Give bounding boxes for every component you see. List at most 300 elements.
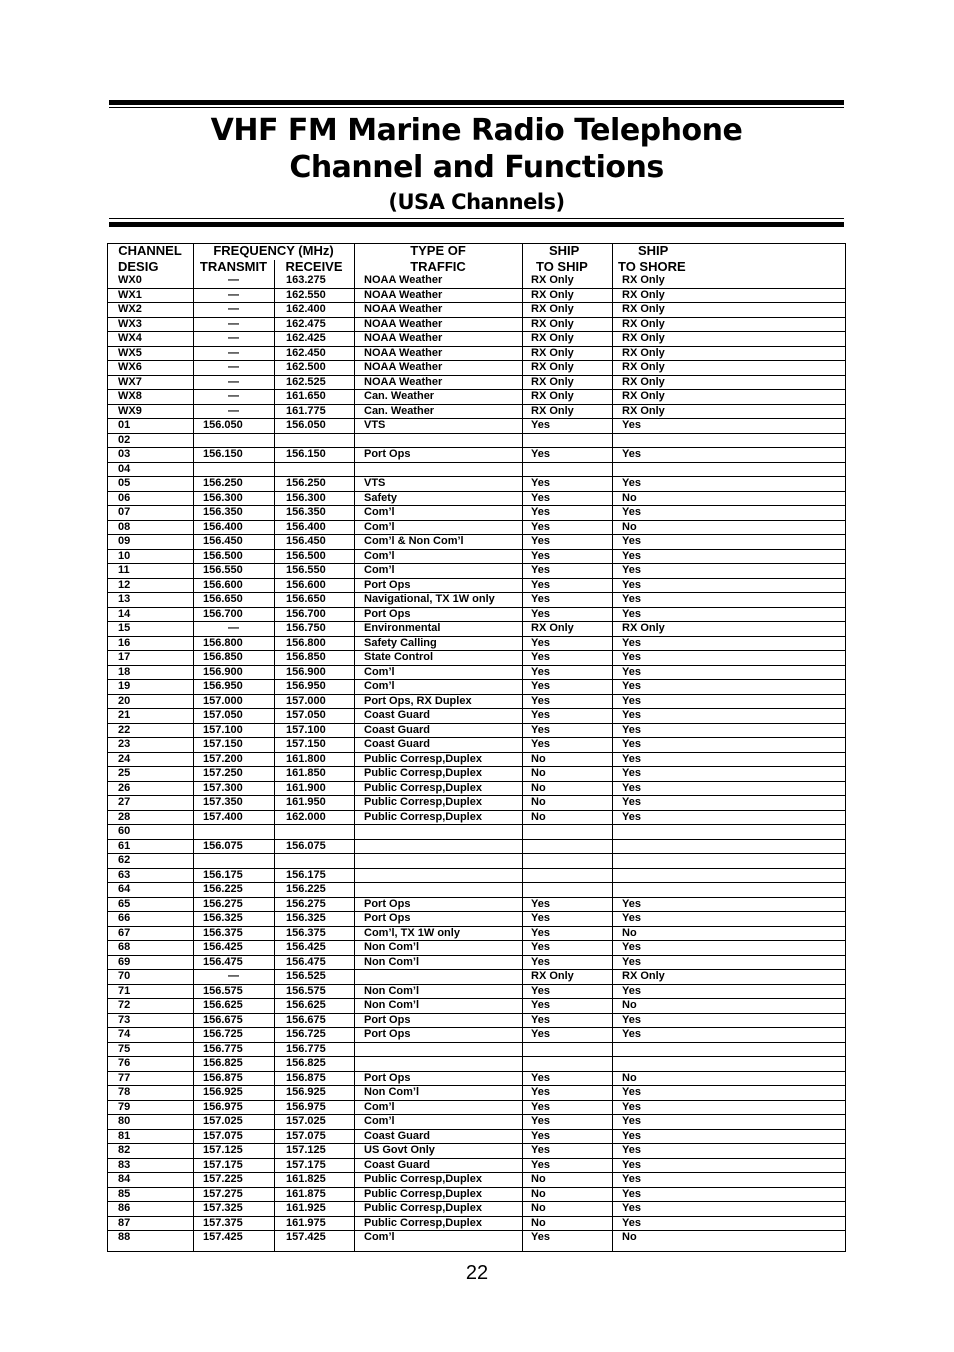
cell-channel: WX5 bbox=[107, 346, 193, 361]
cell-channel: 72 bbox=[107, 999, 193, 1014]
cell-ship-to-ship bbox=[522, 839, 612, 854]
header-ship-to-ship: SHIP bbox=[549, 243, 580, 258]
cell-ship-to-ship: Yes bbox=[522, 520, 612, 535]
cell-ship-to-ship: RX Only bbox=[522, 303, 612, 318]
cell-receive: 156.975 bbox=[274, 1100, 354, 1115]
cell-transmit: 156.600 bbox=[193, 578, 274, 593]
cell-ship-to-shore bbox=[612, 825, 846, 840]
cell-receive: 156.575 bbox=[274, 984, 354, 999]
cell-ship-to-ship bbox=[522, 883, 612, 898]
table-row bbox=[107, 607, 846, 622]
cell-type: Port Ops bbox=[354, 578, 522, 593]
cell-receive: 161.950 bbox=[274, 796, 354, 811]
header-ship-to-shore: SHIP bbox=[638, 243, 669, 258]
cell-type: Port Ops bbox=[354, 1013, 522, 1028]
cell-type: Port Ops bbox=[354, 1071, 522, 1086]
cell-type: Coast Guard bbox=[354, 738, 522, 753]
cell-ship-to-shore: Yes bbox=[612, 738, 846, 753]
cell-type: Port Ops, RX Duplex bbox=[354, 694, 522, 709]
cell-channel: 27 bbox=[107, 796, 193, 811]
cell-ship-to-ship: RX Only bbox=[522, 346, 612, 361]
cell-ship-to-ship: No bbox=[522, 1173, 612, 1188]
cell-transmit: 157.275 bbox=[193, 1187, 274, 1202]
cell-receive: 161.650 bbox=[274, 390, 354, 405]
cell-ship-to-ship: RX Only bbox=[522, 317, 612, 332]
cell-type: Com’l bbox=[354, 520, 522, 535]
cell-type: VTS bbox=[354, 477, 522, 492]
cell-transmit: 157.375 bbox=[193, 1216, 274, 1231]
cell-receive: 161.775 bbox=[274, 404, 354, 419]
cell-transmit: 157.200 bbox=[193, 752, 274, 767]
cell-channel: WX0 bbox=[107, 274, 193, 288]
cell-type: Coast Guard bbox=[354, 1129, 522, 1144]
table-row bbox=[107, 984, 846, 999]
cell-ship-to-ship: Yes bbox=[522, 1071, 612, 1086]
cell-channel: WX1 bbox=[107, 288, 193, 303]
cell-ship-to-ship: No bbox=[522, 1187, 612, 1202]
table-row bbox=[107, 680, 846, 695]
cell-ship-to-shore: Yes bbox=[612, 897, 846, 912]
cell-ship-to-ship: Yes bbox=[522, 607, 612, 622]
table-row bbox=[107, 303, 846, 318]
cell-ship-to-shore: No bbox=[612, 926, 846, 941]
cell-receive: 162.400 bbox=[274, 303, 354, 318]
bottom-rule-thin bbox=[109, 218, 844, 219]
cell-type: Can. Weather bbox=[354, 390, 522, 405]
cell-type: NOAA Weather bbox=[354, 288, 522, 303]
table-row bbox=[107, 897, 846, 912]
cell-receive bbox=[274, 462, 354, 477]
cell-ship-to-ship bbox=[522, 1057, 612, 1072]
cell-ship-to-shore: Yes bbox=[612, 1158, 846, 1173]
cell-transmit: 156.900 bbox=[193, 665, 274, 680]
table-row bbox=[107, 796, 846, 811]
table-row bbox=[107, 912, 846, 927]
bottom-rule-thick bbox=[109, 222, 844, 227]
cell-receive: 163.275 bbox=[274, 274, 354, 288]
cell-ship-to-shore: Yes bbox=[612, 564, 846, 579]
cell-ship-to-shore: Yes bbox=[612, 1100, 846, 1115]
table-row bbox=[107, 1129, 846, 1144]
cell-channel: 12 bbox=[107, 578, 193, 593]
cell-ship-to-ship: No bbox=[522, 1216, 612, 1231]
cell-ship-to-ship: No bbox=[522, 752, 612, 767]
cell-channel: 62 bbox=[107, 854, 193, 869]
cell-channel: 13 bbox=[107, 593, 193, 608]
cell-transmit: 156.325 bbox=[193, 912, 274, 927]
table-row bbox=[107, 955, 846, 970]
cell-ship-to-shore: RX Only bbox=[612, 346, 846, 361]
cell-type: NOAA Weather bbox=[354, 303, 522, 318]
column-divider bbox=[354, 243, 355, 1252]
table-row bbox=[107, 433, 846, 448]
cell-type: Port Ops bbox=[354, 448, 522, 463]
cell-ship-to-ship: Yes bbox=[522, 535, 612, 550]
cell-type: Public Corresp,Duplex bbox=[354, 781, 522, 796]
table-row bbox=[107, 636, 846, 651]
cell-ship-to-shore: Yes bbox=[612, 651, 846, 666]
cell-receive: 156.500 bbox=[274, 549, 354, 564]
cell-channel: 18 bbox=[107, 665, 193, 680]
cell-channel: 68 bbox=[107, 941, 193, 956]
cell-ship-to-shore: Yes bbox=[612, 723, 846, 738]
cell-channel: 21 bbox=[107, 709, 193, 724]
table-row bbox=[107, 491, 846, 506]
cell-ship-to-ship: Yes bbox=[522, 419, 612, 434]
cell-ship-to-shore: Yes bbox=[612, 955, 846, 970]
cell-ship-to-shore: Yes bbox=[612, 593, 846, 608]
cell-channel: 17 bbox=[107, 651, 193, 666]
cell-type: NOAA Weather bbox=[354, 346, 522, 361]
cell-transmit: 156.050 bbox=[193, 419, 274, 434]
cell-ship-to-shore: Yes bbox=[612, 694, 846, 709]
cell-channel: 60 bbox=[107, 825, 193, 840]
cell-receive: 157.000 bbox=[274, 694, 354, 709]
column-divider bbox=[274, 260, 275, 1252]
cell-type: Com’l bbox=[364, 1231, 395, 1243]
cell-receive: 156.525 bbox=[274, 970, 354, 985]
header-receive: RECEIVE bbox=[285, 259, 343, 274]
header-to-ship: TO SHIP bbox=[536, 259, 588, 274]
cell-ship-to-shore: Yes bbox=[612, 912, 846, 927]
page-number: 22 bbox=[465, 1262, 489, 1284]
cell-transmit: 156.500 bbox=[193, 549, 274, 564]
cell-receive: 156.150 bbox=[274, 448, 354, 463]
column-divider bbox=[193, 243, 194, 1252]
table-row bbox=[107, 332, 846, 347]
cell-receive bbox=[274, 433, 354, 448]
cell-transmit: 157.050 bbox=[193, 709, 274, 724]
cell-ship-to-shore: Yes bbox=[612, 709, 846, 724]
cell-channel: 24 bbox=[107, 752, 193, 767]
table-row bbox=[107, 1100, 846, 1115]
cell-type: Coast Guard bbox=[354, 723, 522, 738]
cell-transmit: 157.225 bbox=[193, 1173, 274, 1188]
cell-channel: 16 bbox=[107, 636, 193, 651]
cell-transmit: — bbox=[193, 274, 274, 288]
cell-receive: 156.050 bbox=[274, 419, 354, 434]
cell-receive: 156.350 bbox=[274, 506, 354, 521]
cell-channel: 28 bbox=[107, 810, 193, 825]
top-rule-thin bbox=[109, 107, 844, 108]
cell-ship-to-shore: Yes bbox=[612, 1144, 846, 1159]
cell-ship-to-shore: Yes bbox=[612, 941, 846, 956]
table-row bbox=[107, 1144, 846, 1159]
cell-ship-to-ship: RX Only bbox=[522, 332, 612, 347]
table-row bbox=[107, 854, 846, 869]
table-row bbox=[107, 404, 846, 419]
cell-type bbox=[354, 433, 522, 448]
table-row bbox=[107, 1173, 846, 1188]
cell-channel: WX3 bbox=[107, 317, 193, 332]
cell-channel: 15 bbox=[107, 622, 193, 637]
table-row bbox=[107, 535, 846, 550]
cell-ship-to-ship: Yes bbox=[522, 680, 612, 695]
cell-ship-to-ship: RX Only bbox=[522, 274, 612, 288]
cell-receive: 156.075 bbox=[274, 839, 354, 854]
cell-ship-to-ship: Yes bbox=[522, 506, 612, 521]
cell-ship-to-shore: Yes bbox=[612, 1129, 846, 1144]
cell-ship-to-shore: Yes bbox=[612, 810, 846, 825]
table-row bbox=[107, 462, 846, 477]
cell-type bbox=[354, 868, 522, 883]
cell-type: Public Corresp,Duplex bbox=[354, 1187, 522, 1202]
cell-type: Com’l bbox=[354, 680, 522, 695]
table-row bbox=[107, 825, 846, 840]
cell-receive: 157.025 bbox=[274, 1115, 354, 1130]
cell-ship-to-ship: No bbox=[522, 810, 612, 825]
cell-channel: 86 bbox=[107, 1202, 193, 1217]
cell-receive: 161.875 bbox=[274, 1187, 354, 1202]
cell-receive: 156.800 bbox=[274, 636, 354, 651]
cell-transmit bbox=[193, 462, 274, 477]
cell-ship-to-shore: Yes bbox=[612, 636, 846, 651]
cell-ship-to-shore: No bbox=[612, 1071, 846, 1086]
cell-transmit bbox=[193, 825, 274, 840]
cell-channel: 80 bbox=[107, 1115, 193, 1130]
cell-ship-to-shore: Yes bbox=[612, 578, 846, 593]
cell-type: Coast Guard bbox=[354, 709, 522, 724]
header-channel: CHANNEL bbox=[118, 243, 182, 258]
cell-channel: 81 bbox=[107, 1129, 193, 1144]
cell-channel: 64 bbox=[107, 883, 193, 898]
cell-ship-to-shore: RX Only bbox=[612, 332, 846, 347]
header-frequency: FREQUENCY (MHz) bbox=[213, 243, 334, 258]
cell-ship-to-ship: Yes bbox=[522, 955, 612, 970]
cell-type: Public Corresp,Duplex bbox=[354, 1216, 522, 1231]
cell-ship-to-shore: Yes bbox=[612, 1086, 846, 1101]
cell-receive: 161.800 bbox=[274, 752, 354, 767]
cell-ship-to-shore: RX Only bbox=[612, 303, 846, 318]
cell-ship-to-ship: Yes bbox=[522, 665, 612, 680]
cell-ship-to-ship bbox=[522, 854, 612, 869]
cell-transmit: 156.950 bbox=[193, 680, 274, 695]
cell-ship-to-shore: Yes bbox=[612, 1187, 846, 1202]
cell-ship-to-ship bbox=[522, 868, 612, 883]
table-row bbox=[107, 375, 846, 390]
cell-type bbox=[354, 839, 522, 854]
table-row bbox=[107, 1057, 846, 1072]
cell-receive: 156.925 bbox=[274, 1086, 354, 1101]
cell-transmit bbox=[193, 854, 274, 869]
cell-channel: 82 bbox=[107, 1144, 193, 1159]
cell-ship-to-ship: RX Only bbox=[522, 622, 612, 637]
cell-ship-to-ship: RX Only bbox=[522, 361, 612, 376]
cell-receive: 156.450 bbox=[274, 535, 354, 550]
cell-ship-to-shore: RX Only bbox=[612, 274, 846, 288]
table-row bbox=[107, 883, 846, 898]
cell-ship-to-ship: Yes bbox=[522, 651, 612, 666]
cell-ship-to-shore: Yes bbox=[612, 752, 846, 767]
table-row bbox=[107, 651, 846, 666]
cell-transmit: — bbox=[193, 375, 274, 390]
cell-receive: 162.425 bbox=[274, 332, 354, 347]
table-row bbox=[107, 448, 846, 463]
cell-transmit: 156.150 bbox=[193, 448, 274, 463]
cell-ship-to-ship: Yes bbox=[522, 926, 612, 941]
cell-receive: 156.700 bbox=[274, 607, 354, 622]
cell-ship-to-shore: Yes bbox=[612, 781, 846, 796]
cell-transmit: 157.150 bbox=[193, 738, 274, 753]
table-row bbox=[107, 1013, 846, 1028]
cell-channel: 08 bbox=[107, 520, 193, 535]
cell-receive: 156.175 bbox=[274, 868, 354, 883]
cell-type bbox=[354, 1057, 522, 1072]
cell-channel: 03 bbox=[107, 448, 193, 463]
cell-ship-to-ship: Yes bbox=[522, 448, 612, 463]
cell-channel: WX8 bbox=[107, 390, 193, 405]
cell-channel: 61 bbox=[107, 839, 193, 854]
cell-receive: 156.775 bbox=[274, 1042, 354, 1057]
table-row bbox=[107, 752, 846, 767]
cell-ship-to-shore bbox=[612, 1042, 846, 1057]
cell-type: Non Com’l bbox=[354, 984, 522, 999]
table-row bbox=[107, 723, 846, 738]
cell-transmit: 157.125 bbox=[193, 1144, 274, 1159]
cell-channel: 88 bbox=[118, 1231, 131, 1243]
table-row bbox=[107, 694, 846, 709]
cell-ship-to-shore bbox=[612, 854, 846, 869]
cell-channel: 10 bbox=[107, 549, 193, 564]
cell-transmit: — bbox=[193, 970, 274, 985]
cell-type: Com’l & Non Com’l bbox=[354, 535, 522, 550]
cell-channel: 05 bbox=[107, 477, 193, 492]
cell-receive bbox=[274, 825, 354, 840]
cell-receive: 162.450 bbox=[274, 346, 354, 361]
cell-transmit: 156.775 bbox=[193, 1042, 274, 1057]
cell-ship-to-shore: Yes bbox=[612, 607, 846, 622]
table-row bbox=[107, 738, 846, 753]
cell-receive: 157.175 bbox=[274, 1158, 354, 1173]
table-row bbox=[107, 810, 846, 825]
cell-channel: 04 bbox=[107, 462, 193, 477]
cell-transmit: — bbox=[193, 622, 274, 637]
table-row bbox=[107, 390, 846, 405]
cell-type: Com’l, TX 1W only bbox=[354, 926, 522, 941]
table-row bbox=[107, 346, 846, 361]
cell-receive: 161.975 bbox=[274, 1216, 354, 1231]
cell-transmit: 156.725 bbox=[193, 1028, 274, 1043]
cell-ship-to-shore: Yes bbox=[612, 984, 846, 999]
cell-channel: 77 bbox=[107, 1071, 193, 1086]
cell-receive: 157.150 bbox=[274, 738, 354, 753]
cell-transmit: 156.475 bbox=[193, 955, 274, 970]
cell-type bbox=[354, 854, 522, 869]
cell-receive bbox=[274, 854, 354, 869]
cell-channel: 66 bbox=[107, 912, 193, 927]
cell-transmit: 156.550 bbox=[193, 564, 274, 579]
cell-ship-to-ship bbox=[522, 825, 612, 840]
cell-ship-to-shore: RX Only bbox=[612, 404, 846, 419]
table-row bbox=[107, 274, 846, 288]
cell-type: Port Ops bbox=[354, 912, 522, 927]
cell-type: Com’l bbox=[354, 506, 522, 521]
cell-transmit: 157.100 bbox=[193, 723, 274, 738]
cell-ship-to-shore: RX Only bbox=[612, 375, 846, 390]
cell-transmit: 156.300 bbox=[193, 491, 274, 506]
table-row bbox=[107, 926, 846, 941]
cell-type bbox=[354, 825, 522, 840]
cell-type: NOAA Weather bbox=[354, 332, 522, 347]
cell-transmit: 156.425 bbox=[193, 941, 274, 956]
cell-ship-to-shore: RX Only bbox=[612, 317, 846, 332]
cell-transmit: 157.400 bbox=[193, 810, 274, 825]
cell-transmit: 156.700 bbox=[193, 607, 274, 622]
cell-transmit: 156.400 bbox=[193, 520, 274, 535]
table-row bbox=[107, 1115, 846, 1130]
cell-ship-to-ship: Yes bbox=[522, 1115, 612, 1130]
cell-type: State Control bbox=[354, 651, 522, 666]
cell-ship-to-shore bbox=[612, 1057, 846, 1072]
cell-transmit: 156.800 bbox=[193, 636, 274, 651]
cell-ship-to-ship bbox=[522, 433, 612, 448]
cell-ship-to-ship: Yes bbox=[531, 1231, 550, 1243]
cell-transmit: 156.350 bbox=[193, 506, 274, 521]
page-subtitle: (USA Channels) bbox=[388, 190, 565, 214]
cell-ship-to-shore: No bbox=[612, 491, 846, 506]
cell-channel: 87 bbox=[107, 1216, 193, 1231]
table-row bbox=[107, 622, 846, 637]
cell-transmit: — bbox=[193, 317, 274, 332]
cell-type: Com’l bbox=[354, 1100, 522, 1115]
cell-ship-to-shore: Yes bbox=[612, 1028, 846, 1043]
cell-transmit: 157.325 bbox=[193, 1202, 274, 1217]
cell-type: Environmental bbox=[354, 622, 522, 637]
cell-ship-to-ship: Yes bbox=[522, 1144, 612, 1159]
cell-receive: 156.850 bbox=[274, 651, 354, 666]
cell-ship-to-ship: Yes bbox=[522, 941, 612, 956]
cell-ship-to-shore: Yes bbox=[612, 549, 846, 564]
cell-type: Port Ops bbox=[354, 607, 522, 622]
cell-type: Safety bbox=[354, 491, 522, 506]
table-row bbox=[107, 709, 846, 724]
cell-channel: 76 bbox=[107, 1057, 193, 1072]
cell-ship-to-ship: Yes bbox=[522, 477, 612, 492]
cell-transmit: 157.075 bbox=[193, 1129, 274, 1144]
cell-ship-to-ship: Yes bbox=[522, 1013, 612, 1028]
cell-transmit: 156.975 bbox=[193, 1100, 274, 1115]
cell-receive: 156.250 bbox=[274, 477, 354, 492]
cell-ship-to-shore bbox=[612, 433, 846, 448]
page-title-line2: Channel and Functions bbox=[289, 150, 664, 185]
cell-ship-to-shore: Yes bbox=[612, 448, 846, 463]
table-row bbox=[107, 288, 846, 303]
cell-channel: 84 bbox=[107, 1173, 193, 1188]
cell-receive: 156.600 bbox=[274, 578, 354, 593]
cell-ship-to-ship: Yes bbox=[522, 1028, 612, 1043]
cell-receive: 156.950 bbox=[274, 680, 354, 695]
cell-receive: 156.900 bbox=[274, 665, 354, 680]
cell-transmit: 156.375 bbox=[193, 926, 274, 941]
table-row bbox=[107, 999, 846, 1014]
cell-ship-to-shore: Yes bbox=[612, 680, 846, 695]
cell-transmit: — bbox=[193, 303, 274, 318]
cell-channel: 65 bbox=[107, 897, 193, 912]
cell-transmit: — bbox=[193, 404, 274, 419]
table-row bbox=[107, 1202, 846, 1217]
cell-ship-to-ship: Yes bbox=[522, 578, 612, 593]
table-row bbox=[107, 1187, 846, 1202]
cell-ship-to-ship: Yes bbox=[522, 984, 612, 999]
table-row bbox=[107, 317, 846, 332]
cell-transmit: 156.575 bbox=[193, 984, 274, 999]
cell-type: Public Corresp,Duplex bbox=[354, 810, 522, 825]
cell-ship-to-ship: Yes bbox=[522, 1100, 612, 1115]
cell-ship-to-shore: RX Only bbox=[612, 970, 846, 985]
cell-channel: 25 bbox=[107, 767, 193, 782]
cell-ship-to-ship: Yes bbox=[522, 549, 612, 564]
cell-ship-to-shore bbox=[612, 868, 846, 883]
